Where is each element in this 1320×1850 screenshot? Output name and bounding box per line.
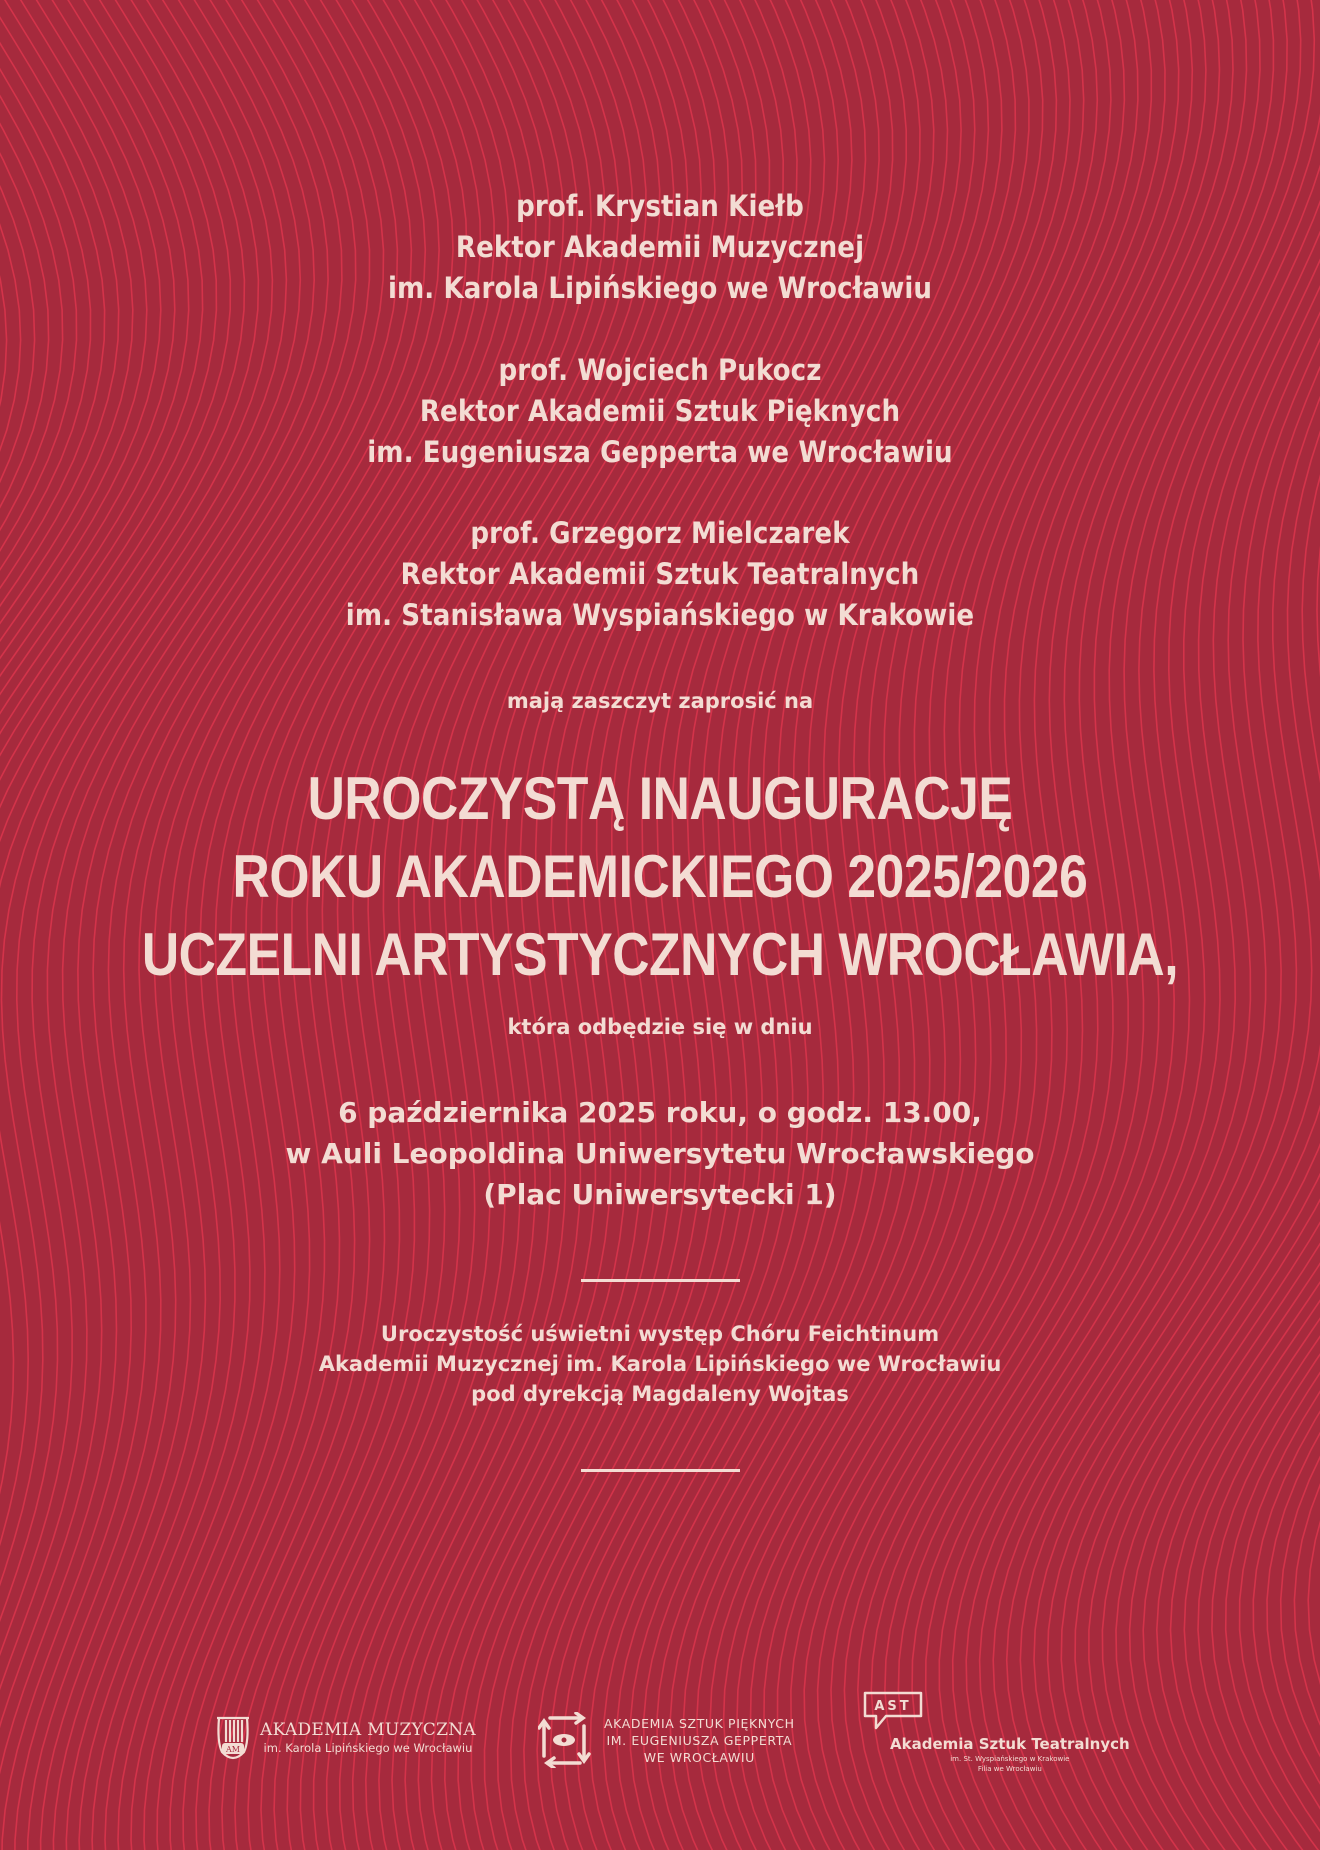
title-line-2: ROKU AKADEMICKIEGO 2025/2026	[232, 843, 1088, 910]
logo-akademia-sztuk-teatralnych	[862, 1690, 1130, 1774]
ast-name: Akademia Sztuk Teatralnych	[890, 1735, 1130, 1753]
svg-text:AM: AM	[226, 1745, 240, 1754]
logo-akademia-muzyczna	[214, 1712, 476, 1764]
note-line-1: Uroczystość uświetni występ Chóru Feichtinum	[380, 1322, 940, 1346]
host-institution: im. Stanisława Wyspiańskiego w Krakowie	[345, 598, 975, 632]
note-line-2: Akademii Muzycznej im. Karola Lipińskiego we Wrocławiu	[318, 1352, 1002, 1376]
partner-logos	[0, 1700, 1320, 1810]
asp-line-2: IM. EUGENIUSZA GEPPERTA	[606, 1732, 793, 1748]
am-name: AKADEMIA MUZYCZNA	[260, 1720, 476, 1740]
event-title	[92, 760, 1227, 994]
am-subtitle: im. Karola Lipińskiego we Wrocławiu	[263, 1741, 473, 1755]
performance-note	[0, 1319, 1320, 1409]
host-role: Rektor Akademii Muzycznej	[455, 230, 865, 264]
svg-text:AST: AST	[874, 1699, 912, 1714]
event-venue: w Auli Leopoldina Uniwersytetu Wrocławskiego	[285, 1137, 1035, 1170]
host-institution: im. Eugeniusza Gepperta we Wrocławiu	[367, 435, 953, 469]
event-address: (Plac Uniwersytecki 1)	[483, 1178, 837, 1211]
logo-akademia-sztuk-pieknych	[538, 1712, 795, 1768]
ast-sub-2: Filia we Wrocławiu	[977, 1765, 1042, 1773]
host-institution: im. Karola Lipińskiego we Wrocławiu	[387, 271, 933, 305]
title-line-1: UROCZYSTĄ INAUGURACJĘ	[307, 765, 1013, 832]
host-name: prof. Wojciech Pukocz	[498, 353, 822, 387]
divider-top	[581, 1279, 740, 1282]
host-role: Rektor Akademii Sztuk Teatralnych	[400, 557, 920, 591]
asp-line-3: WE WROCŁAWIU	[643, 1749, 755, 1765]
arrows-square-eye-icon	[538, 1712, 592, 1768]
event-details	[0, 1092, 1320, 1215]
asp-line-1: AKADEMIA SZTUK PIĘKNYCH	[604, 1715, 795, 1731]
host-grzegorz-mielczarek	[0, 513, 1320, 636]
divider-bottom	[581, 1469, 740, 1472]
host-role: Rektor Akademii Sztuk Pięknych	[419, 394, 901, 428]
event-intro: która odbędzie się w dniu	[507, 1015, 813, 1039]
note-line-3: pod dyrekcją Magdaleny Wojtas	[471, 1382, 849, 1406]
lyre-icon	[214, 1712, 252, 1764]
host-wojciech-pukocz	[0, 350, 1320, 473]
host-krystian-kielb	[0, 186, 1320, 309]
host-name: prof. Grzegorz Mielczarek	[470, 516, 850, 550]
ast-sub-1: im. St. Wyspiańskiego w Krakowie	[950, 1755, 1070, 1763]
event-date-time: 6 października 2025 roku, o godz. 13.00,	[338, 1096, 982, 1129]
ast-badge-icon	[862, 1690, 924, 1732]
invite-text: mają zaszczyt zaprosić na	[506, 689, 814, 713]
title-line-3: UCZELNI ARTYSTYCZNYCH WROCŁAWIA,	[141, 921, 1179, 988]
host-name: prof. Krystian Kiełb	[516, 189, 804, 223]
